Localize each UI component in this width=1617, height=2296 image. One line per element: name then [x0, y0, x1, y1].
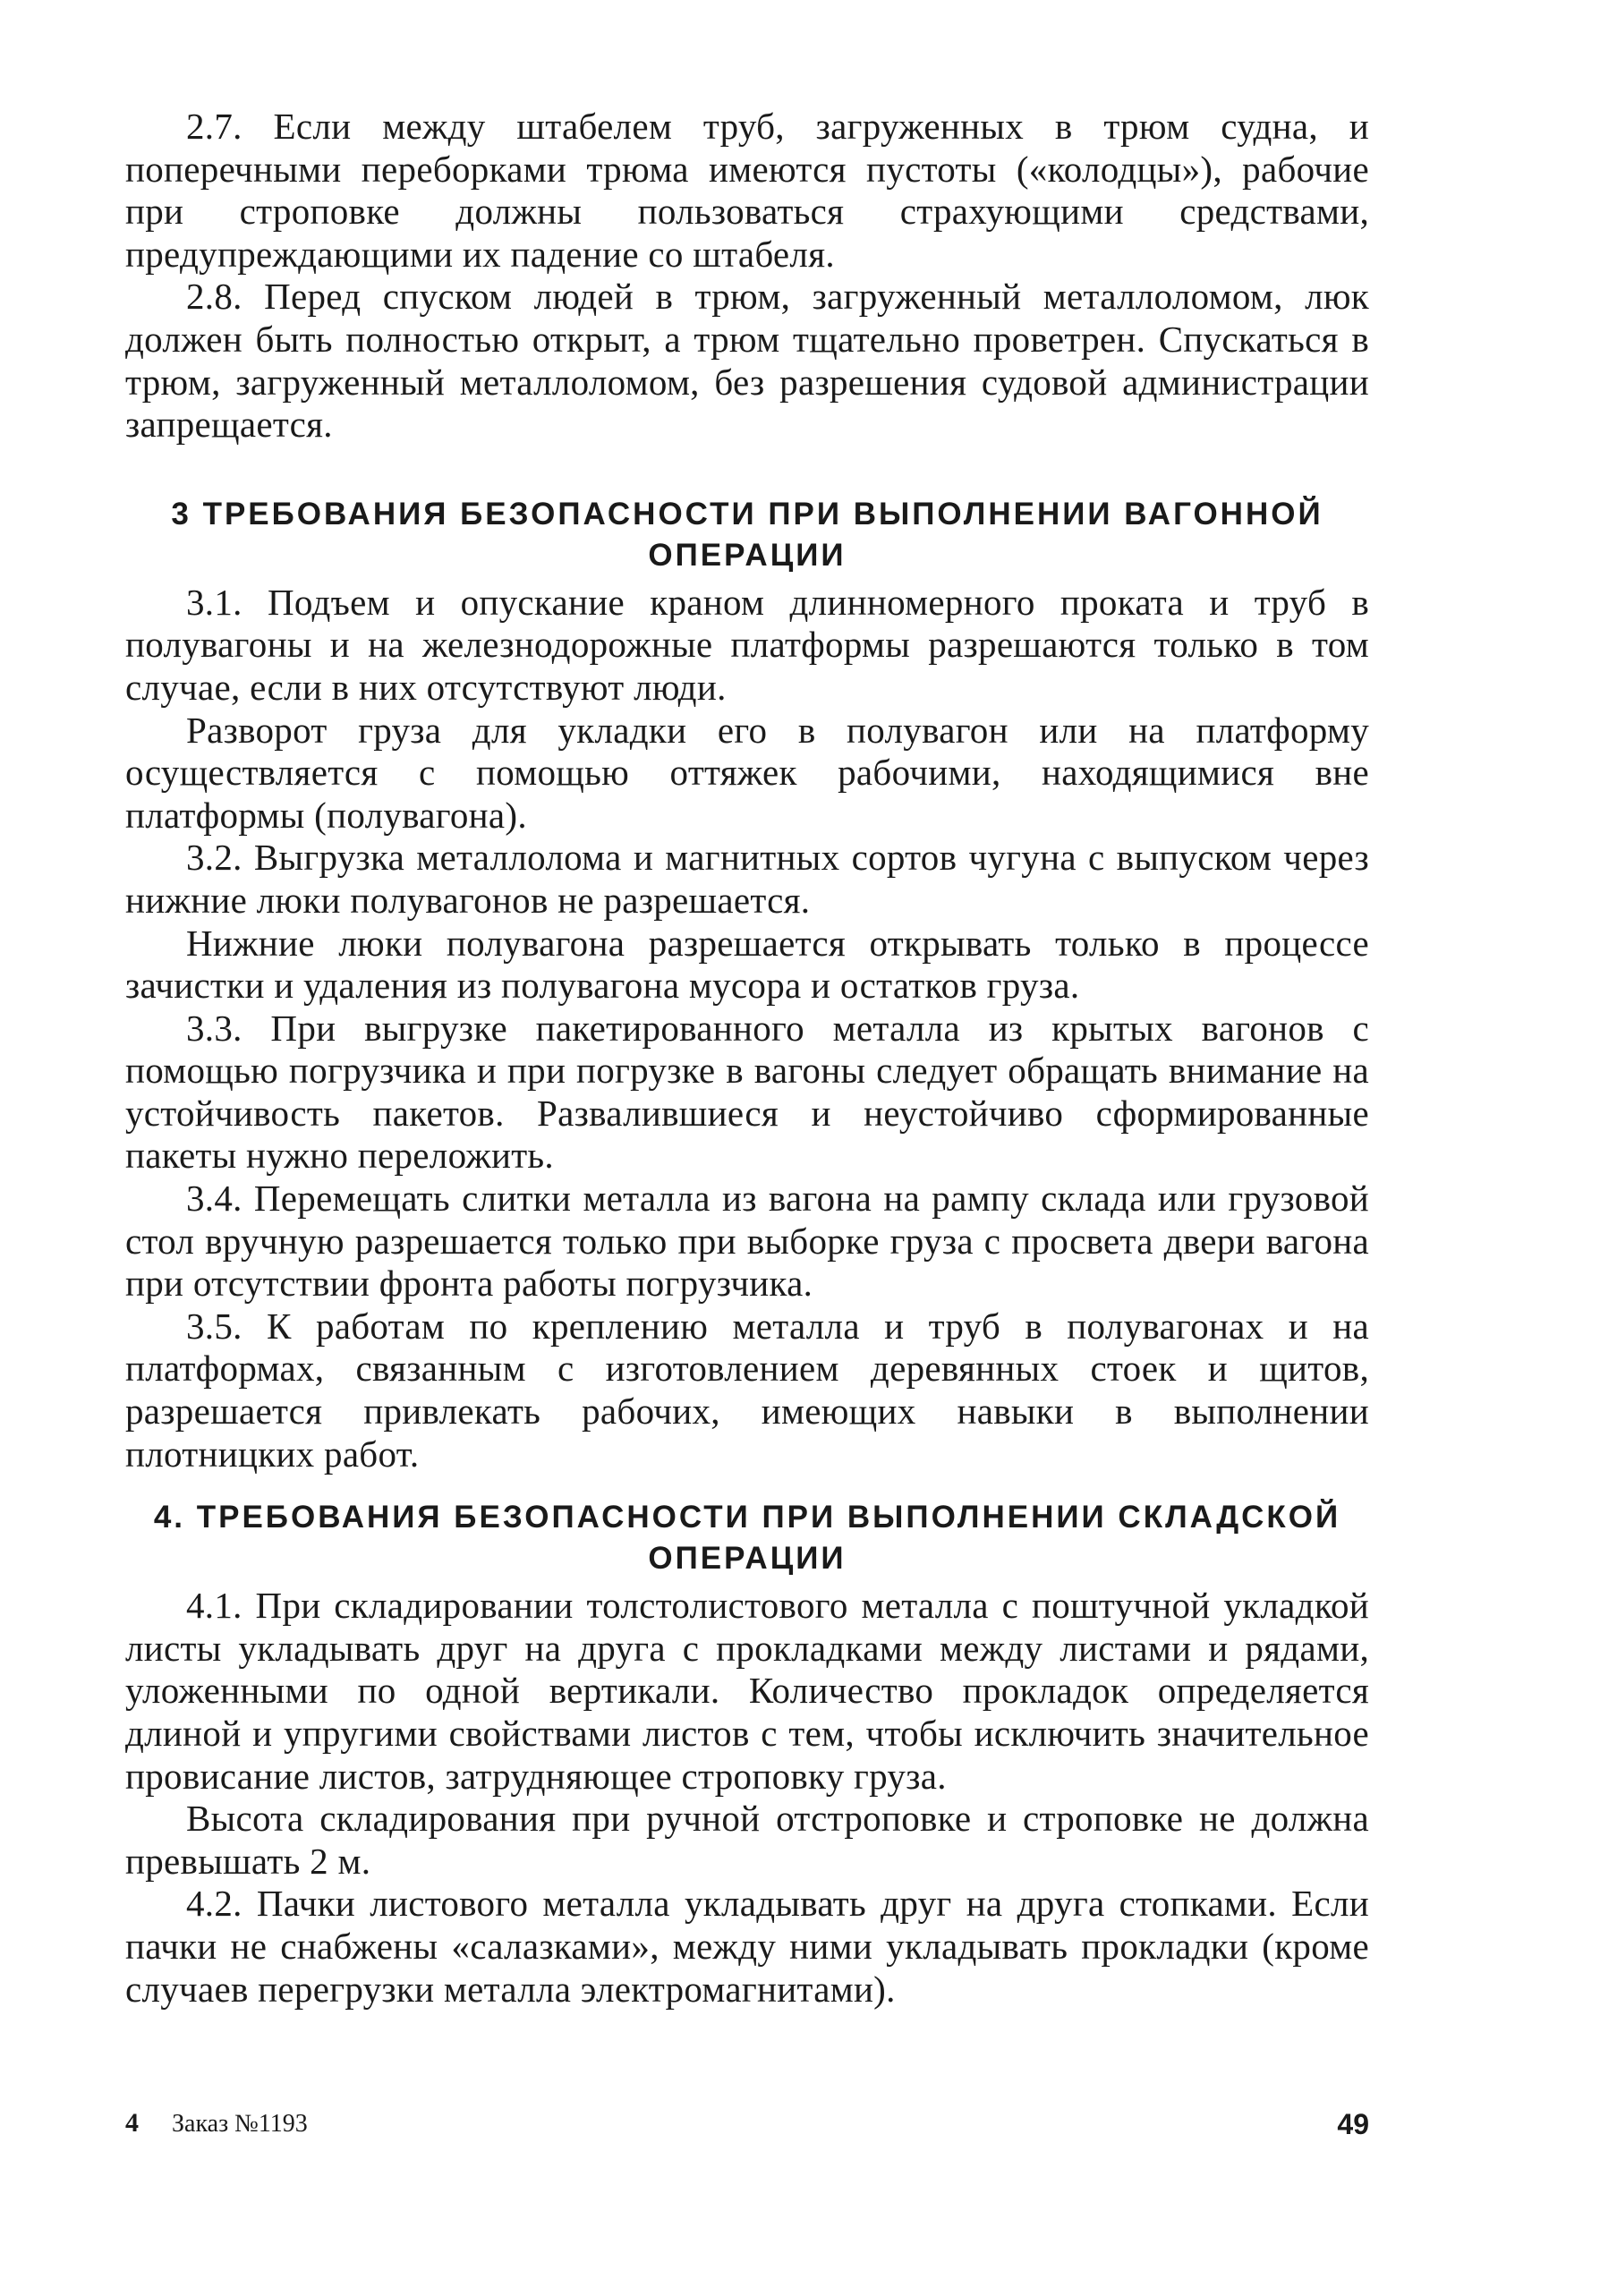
section-4-body: [125, 1585, 1369, 2011]
paragraph-4-2: 4.2. Пачки листового металла укладывать друг на друга стопками. Если пачки не снабжены «салазками», между ними укладывать прокладки (кроме случаев перегрузки металла электромагнитами).: [125, 1883, 1369, 2010]
paragraph-3-2-cont: Нижние люки полувагона разрешается открывать только в процессе зачистки и удаления из полувагона мусора и остатков груза.: [125, 922, 1369, 1007]
page-number: 49: [1337, 2108, 1369, 2140]
section-3-body: [125, 582, 1369, 1475]
paragraph-4-1: 4.1. При складировании толстолистового металла с поштучной укладкой листы укладывать друг на друга с прокладками между листами и рядами, уложенными по одной вертикали. Количество прокладок определяется длиной и упругими свойствами листов с тем, чтобы исключить значительное провисание листов, затрудняющее строповку груза.: [125, 1585, 1369, 1797]
paragraph-3-1-cont: Разворот груза для укладки его в полувагон или на платформу осуществляется с помощью оттяжек рабочими, находящимися вне платформы (полувагона).: [125, 709, 1369, 836]
section-3-title: 3 ТРЕБОВАНИЯ БЕЗОПАСНОСТИ ПРИ ВЫПОЛНЕНИИ ВАГОННОЙ ОПЕРАЦИИ: [171, 496, 1323, 573]
order-label: Заказ №1193: [172, 2110, 308, 2138]
page-footer: [125, 2108, 1369, 2153]
paragraph-3-2: 3.2. Выгрузка металлолома и магнитных сортов чугуна с выпуском через нижние люки полувагонов не разрешается.: [125, 837, 1369, 921]
paragraph-3-5: 3.5. К работам по креплению металла и труб в полувагонах и на платформах, связанным с изготовлением деревянных стоек и щитов, разрешается привлекать рабочих, имеющих навыки в выполнении плотницких работ.: [125, 1305, 1369, 1475]
section-2-continuation: [125, 106, 1369, 446]
paragraph-3-1: 3.1. Подъем и опускание краном длинномерного проката и труб в полувагоны и на железнодорожные платформы разрешаются только в том случае, если в них отсутствуют люди.: [125, 581, 1369, 708]
page-content: [125, 106, 1369, 2011]
paragraph-4-1-cont: Высота складирования при ручной отстроповке и строповке не должна превышать 2 м.: [125, 1798, 1369, 1882]
paragraph-2-8: 2.8. Перед спуском людей в трюм, загруженный металлоломом, люк должен быть полностью открыт, а трюм тщательно проветрен. Спускаться в трюм, загруженный металлоломом, без разрешения судовой администрации запрещается.: [125, 276, 1369, 446]
paragraph-3-3: 3.3. При выгрузке пакетированного металла из крытых вагонов с помощью погрузчика и при погрузке в вагоны следует обращать внимание на устойчивость пакетов. Развалившиеся и неустойчиво сформированные пакеты нужно переложить.: [125, 1007, 1369, 1177]
printer-signature: [125, 2108, 308, 2139]
paragraph-3-4: 3.4. Перемещать слитки металла из вагона на рампу склада или грузовой стол вручную разрешается только при выборке груза с просвета двери вагона при отсутствии фронта работы погрузчика.: [125, 1178, 1369, 1305]
signature-number: 4: [125, 2108, 139, 2138]
paragraph-2-7: 2.7. Если между штабелем труб, загруженных в трюм судна, и поперечными переборками трюма имеются пустоты («колодцы»), рабочие при строповке должны пользоваться страхующими средствами, предупреждающими их падение со штабеля.: [125, 106, 1369, 275]
section-4-title: 4. ТРЕБОВАНИЯ БЕЗОПАСНОСТИ ПРИ ВЫПОЛНЕНИИ СКЛАДСКОЙ ОПЕРАЦИИ: [153, 1500, 1341, 1577]
